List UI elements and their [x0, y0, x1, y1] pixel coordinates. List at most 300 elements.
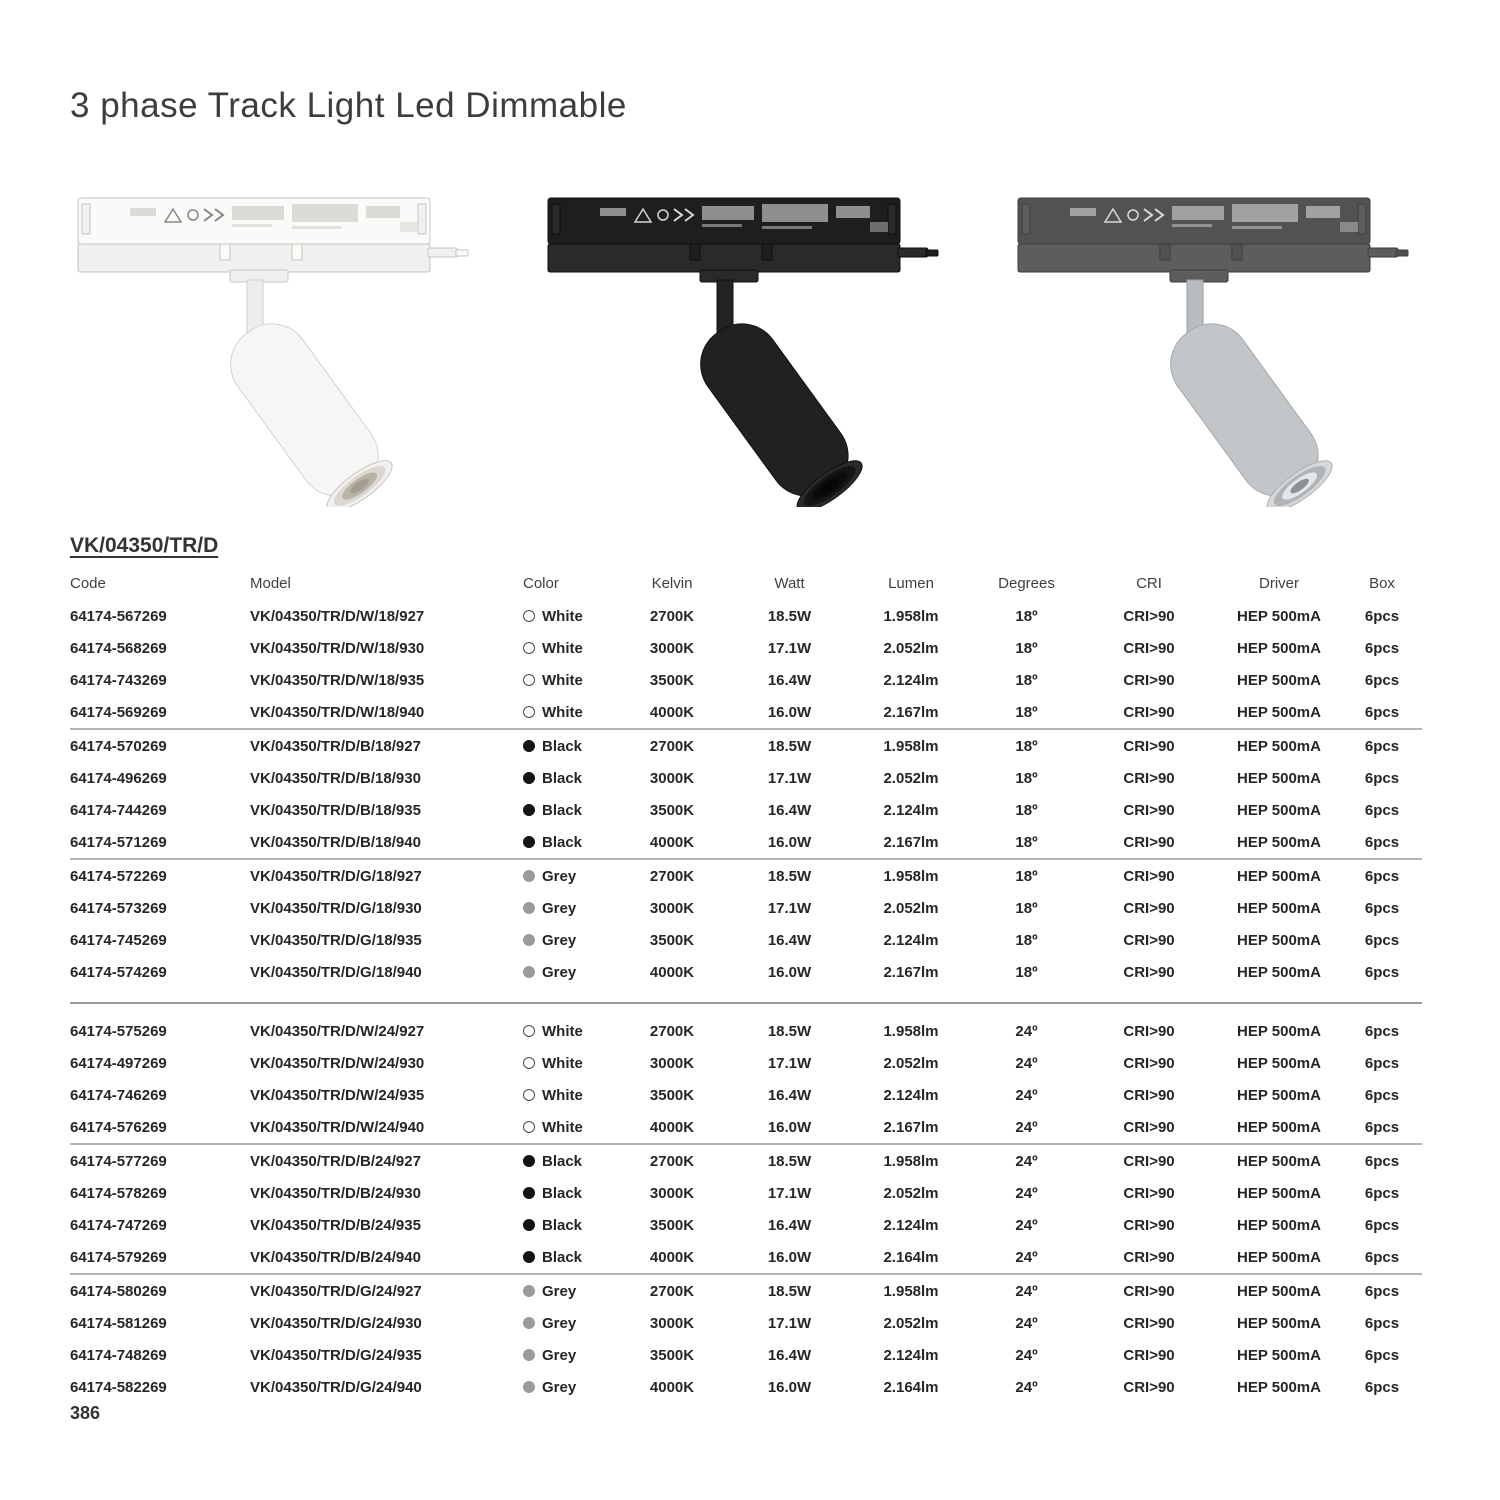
cell-degrees: 24º [1015, 1184, 1038, 1202]
cell-lumen: 2.124lm [883, 801, 939, 819]
cell-code: 64174-572269 [70, 867, 167, 885]
cell-kelvin: 3500K [649, 1216, 695, 1234]
cell-lumen: 2.167lm [883, 703, 939, 721]
cell-model: VK/04350/TR/D/B/24/935 [250, 1216, 421, 1234]
cell-degrees: 24º [1015, 1282, 1038, 1300]
cell-kelvin: 4000K [649, 703, 695, 721]
cell-color [505, 900, 616, 917]
cell-code: 64174-746269 [70, 1086, 167, 1104]
cell-model: VK/04350/TR/D/W/24/935 [250, 1086, 425, 1104]
cell-color [505, 868, 616, 885]
color-dot-white [523, 610, 535, 622]
cell-lumen: 2.167lm [883, 1118, 939, 1136]
cell-code: 64174-580269 [70, 1282, 167, 1300]
cell-cri: CRI>90 [1123, 1152, 1175, 1170]
cell-code: 64174-496269 [70, 769, 167, 787]
table-row [70, 1047, 1422, 1079]
cell-watt: 16.0W [767, 1248, 812, 1266]
cell-box: 6pcs [1364, 1054, 1400, 1072]
table-group [70, 600, 1422, 730]
cell-box: 6pcs [1364, 1346, 1400, 1364]
table-header-row [70, 566, 1422, 600]
cell-driver: HEP 500mA [1237, 1152, 1321, 1170]
cell-color [505, 640, 616, 657]
table-group [70, 730, 1422, 860]
cell-color [505, 1249, 616, 1266]
cell-box: 6pcs [1364, 1118, 1400, 1136]
table-row [70, 1209, 1422, 1241]
cell-cri: CRI>90 [1123, 1054, 1175, 1072]
table-row [70, 632, 1422, 664]
cell-model: VK/04350/TR/D/W/18/927 [250, 607, 425, 625]
cell-model: VK/04350/TR/D/G/24/930 [250, 1314, 422, 1332]
cell-degrees: 18º [1015, 931, 1038, 949]
cell-model: VK/04350/TR/D/B/18/940 [250, 833, 421, 851]
table-row [70, 1307, 1422, 1339]
cell-model: VK/04350/TR/D/B/24/930 [250, 1184, 421, 1202]
table-row [70, 696, 1422, 728]
color-label: Black [542, 1216, 583, 1234]
cell-box: 6pcs [1364, 1022, 1400, 1040]
cell-cri: CRI>90 [1123, 1022, 1175, 1040]
cell-box: 6pcs [1364, 1248, 1400, 1266]
color-dot-white [523, 1057, 535, 1069]
cell-degrees: 18º [1015, 769, 1038, 787]
color-dot-black [523, 1219, 535, 1231]
cell-degrees: 18º [1015, 963, 1038, 981]
table-group [70, 1145, 1422, 1275]
cell-watt: 18.5W [767, 607, 812, 625]
cell-kelvin: 4000K [649, 1378, 695, 1396]
cell-watt: 18.5W [767, 1282, 812, 1300]
table-row [70, 1145, 1422, 1177]
cell-driver: HEP 500mA [1237, 963, 1321, 981]
color-label: Black [542, 1184, 583, 1202]
cell-driver: HEP 500mA [1237, 1314, 1321, 1332]
table-group [70, 1015, 1422, 1145]
cell-degrees: 24º [1015, 1216, 1038, 1234]
color-label: Black [542, 737, 583, 755]
table-row [70, 1339, 1422, 1371]
cell-cri: CRI>90 [1123, 931, 1175, 949]
product-image-white [70, 182, 480, 507]
table-row [70, 860, 1422, 892]
color-dot-grey [523, 870, 535, 882]
cell-degrees: 24º [1015, 1346, 1038, 1364]
cell-kelvin: 3000K [649, 769, 695, 787]
cell-color [505, 770, 616, 787]
cell-degrees: 24º [1015, 1314, 1038, 1332]
table-group [70, 860, 1422, 988]
cell-cri: CRI>90 [1123, 801, 1175, 819]
table-row [70, 892, 1422, 924]
color-label: White [542, 703, 583, 721]
cell-kelvin: 3500K [649, 1346, 695, 1364]
cell-watt: 17.1W [767, 1314, 812, 1332]
cell-color [505, 1315, 616, 1332]
cell-kelvin: 2700K [649, 1152, 695, 1170]
cell-degrees: 24º [1015, 1378, 1038, 1396]
cell-degrees: 18º [1015, 737, 1038, 755]
cell-driver: HEP 500mA [1237, 1184, 1321, 1202]
cell-driver: HEP 500mA [1237, 931, 1321, 949]
cell-driver: HEP 500mA [1237, 1022, 1321, 1040]
cell-code: 64174-570269 [70, 737, 167, 755]
cell-driver: HEP 500mA [1237, 737, 1321, 755]
cell-color [505, 704, 616, 721]
color-dot-black [523, 1155, 535, 1167]
table-body [70, 600, 1422, 1403]
color-dot-white [523, 642, 535, 654]
cell-cri: CRI>90 [1123, 867, 1175, 885]
cell-cri: CRI>90 [1123, 1216, 1175, 1234]
cell-cri: CRI>90 [1123, 639, 1175, 657]
cell-cri: CRI>90 [1123, 769, 1175, 787]
cell-watt: 17.1W [767, 1184, 812, 1202]
cell-kelvin: 3000K [649, 639, 695, 657]
cell-cri: CRI>90 [1123, 833, 1175, 851]
cell-box: 6pcs [1364, 639, 1400, 657]
cell-lumen: 2.052lm [883, 899, 939, 917]
cell-cri: CRI>90 [1123, 737, 1175, 755]
cell-kelvin: 3000K [649, 1184, 695, 1202]
color-label: White [542, 1118, 583, 1136]
cell-driver: HEP 500mA [1237, 1216, 1321, 1234]
cell-watt: 16.4W [767, 1086, 812, 1104]
cell-lumen: 2.124lm [883, 1216, 939, 1234]
cell-color [505, 608, 616, 625]
color-label: Black [542, 801, 583, 819]
cell-model: VK/04350/TR/D/G/18/927 [250, 867, 422, 885]
color-dot-grey [523, 966, 535, 978]
color-dot-grey [523, 1317, 535, 1329]
cell-cri: CRI>90 [1123, 1184, 1175, 1202]
cell-box: 6pcs [1364, 931, 1400, 949]
cell-cri: CRI>90 [1123, 1378, 1175, 1396]
cell-kelvin: 3500K [649, 1086, 695, 1104]
cell-code: 64174-576269 [70, 1118, 167, 1136]
cell-model: VK/04350/TR/D/G/18/935 [250, 931, 422, 949]
cell-color [505, 1119, 616, 1136]
color-dot-white [523, 1025, 535, 1037]
cell-kelvin: 3000K [649, 1314, 695, 1332]
cell-model: VK/04350/TR/D/G/24/940 [250, 1378, 422, 1396]
cell-watt: 18.5W [767, 1022, 812, 1040]
cell-degrees: 18º [1015, 833, 1038, 851]
product-image-black [540, 182, 950, 507]
cell-degrees: 18º [1015, 703, 1038, 721]
cell-lumen: 2.052lm [883, 639, 939, 657]
color-label: White [542, 671, 583, 689]
cell-lumen: 2.124lm [883, 671, 939, 689]
cell-code: 64174-582269 [70, 1378, 167, 1396]
color-label: Grey [542, 1282, 577, 1300]
table-row [70, 1241, 1422, 1273]
cell-driver: HEP 500mA [1237, 867, 1321, 885]
cell-color [505, 1087, 616, 1104]
table-row [70, 1371, 1422, 1403]
cell-cri: CRI>90 [1123, 899, 1175, 917]
cell-cri: CRI>90 [1123, 671, 1175, 689]
color-label: Black [542, 833, 583, 851]
cell-watt: 16.0W [767, 1378, 812, 1396]
cell-color [505, 1153, 616, 1170]
cell-lumen: 2.124lm [883, 1086, 939, 1104]
table-row [70, 600, 1422, 632]
section-divider [70, 1002, 1422, 1004]
cell-box: 6pcs [1364, 769, 1400, 787]
cell-kelvin: 2700K [649, 1022, 695, 1040]
cell-box: 6pcs [1364, 1216, 1400, 1234]
cell-driver: HEP 500mA [1237, 801, 1321, 819]
cell-color [505, 1023, 616, 1040]
table-row [70, 1111, 1422, 1143]
color-dot-grey [523, 934, 535, 946]
product-code-heading: VK/04350/TR/D [70, 534, 219, 557]
cell-model: VK/04350/TR/D/W/24/940 [250, 1118, 425, 1136]
cell-model: VK/04350/TR/D/B/24/940 [250, 1248, 421, 1266]
cell-watt: 16.0W [767, 833, 812, 851]
cell-code: 64174-579269 [70, 1248, 167, 1266]
cell-watt: 16.0W [767, 963, 812, 981]
color-dot-black [523, 1251, 535, 1263]
cell-model: VK/04350/TR/D/G/24/935 [250, 1346, 422, 1364]
cell-code: 64174-578269 [70, 1184, 167, 1202]
color-label: Grey [542, 1314, 577, 1332]
table-row [70, 762, 1422, 794]
cell-watt: 17.1W [767, 1054, 812, 1072]
cell-degrees: 24º [1015, 1022, 1038, 1040]
cell-degrees: 18º [1015, 639, 1038, 657]
color-label: White [542, 1086, 583, 1104]
cell-driver: HEP 500mA [1237, 1346, 1321, 1364]
cell-cri: CRI>90 [1123, 1248, 1175, 1266]
color-label: Grey [542, 963, 577, 981]
color-label: White [542, 1054, 583, 1072]
cell-code: 64174-581269 [70, 1314, 167, 1332]
cell-kelvin: 3500K [649, 801, 695, 819]
color-dot-grey [523, 1349, 535, 1361]
cell-model: VK/04350/TR/D/W/18/940 [250, 703, 425, 721]
cell-model: VK/04350/TR/D/B/18/935 [250, 801, 421, 819]
cell-code: 64174-574269 [70, 963, 167, 981]
color-dot-grey [523, 1381, 535, 1393]
cell-cri: CRI>90 [1123, 607, 1175, 625]
cell-color [505, 672, 616, 689]
cell-kelvin: 3500K [649, 671, 695, 689]
cell-code: 64174-569269 [70, 703, 167, 721]
cell-color [505, 1185, 616, 1202]
cell-watt: 17.1W [767, 639, 812, 657]
cell-driver: HEP 500mA [1237, 899, 1321, 917]
table-row [70, 1015, 1422, 1047]
cell-kelvin: 3500K [649, 931, 695, 949]
cell-model: VK/04350/TR/D/W/18/930 [250, 639, 425, 657]
color-label: Grey [542, 1346, 577, 1364]
column-header-box: Box [1369, 574, 1395, 592]
color-dot-black [523, 804, 535, 816]
cell-driver: HEP 500mA [1237, 1118, 1321, 1136]
cell-color [505, 1379, 616, 1396]
cell-driver: HEP 500mA [1237, 607, 1321, 625]
cell-code: 64174-744269 [70, 801, 167, 819]
column-header-degrees: Degrees [998, 574, 1055, 592]
cell-kelvin: 3000K [649, 899, 695, 917]
cell-lumen: 1.958lm [883, 737, 939, 755]
cell-watt: 16.4W [767, 931, 812, 949]
column-header-kelvin: Kelvin [651, 574, 693, 592]
table-row [70, 924, 1422, 956]
cell-box: 6pcs [1364, 801, 1400, 819]
cell-lumen: 2.052lm [883, 769, 939, 787]
cell-lumen: 1.958lm [883, 1282, 939, 1300]
cell-model: VK/04350/TR/D/W/24/930 [250, 1054, 425, 1072]
color-dot-white [523, 1121, 535, 1133]
column-header-cri: CRI [1136, 574, 1162, 592]
cell-degrees: 24º [1015, 1248, 1038, 1266]
cell-model: VK/04350/TR/D/B/18/930 [250, 769, 421, 787]
color-label: Black [542, 769, 583, 787]
cell-model: VK/04350/TR/D/W/18/935 [250, 671, 425, 689]
cell-lumen: 2.124lm [883, 931, 939, 949]
color-dot-white [523, 674, 535, 686]
cell-code: 64174-747269 [70, 1216, 167, 1234]
page-title: 3 phase Track Light Led Dimmable [70, 86, 627, 125]
product-table [70, 566, 1422, 1403]
cell-driver: HEP 500mA [1237, 639, 1321, 657]
cell-lumen: 1.958lm [883, 1022, 939, 1040]
cell-color [505, 1283, 616, 1300]
cell-driver: HEP 500mA [1237, 1248, 1321, 1266]
cell-degrees: 24º [1015, 1086, 1038, 1104]
cell-code: 64174-567269 [70, 607, 167, 625]
cell-degrees: 24º [1015, 1054, 1038, 1072]
color-label: Black [542, 1248, 583, 1266]
cell-cri: CRI>90 [1123, 1118, 1175, 1136]
color-dot-black [523, 836, 535, 848]
column-header-watt: Watt [774, 574, 805, 592]
column-header-model: Model [250, 574, 291, 592]
cell-watt: 17.1W [767, 769, 812, 787]
cell-watt: 16.4W [767, 1346, 812, 1364]
cell-driver: HEP 500mA [1237, 833, 1321, 851]
cell-box: 6pcs [1364, 703, 1400, 721]
cell-degrees: 24º [1015, 1118, 1038, 1136]
column-header-lumen: Lumen [888, 574, 934, 592]
cell-code: 64174-575269 [70, 1022, 167, 1040]
cell-degrees: 18º [1015, 607, 1038, 625]
color-dot-grey [523, 902, 535, 914]
cell-lumen: 2.164lm [883, 1378, 939, 1396]
cell-lumen: 2.167lm [883, 833, 939, 851]
cell-watt: 18.5W [767, 737, 812, 755]
cell-code: 64174-568269 [70, 639, 167, 657]
cell-kelvin: 3000K [649, 1054, 695, 1072]
color-dot-black [523, 1187, 535, 1199]
cell-lumen: 1.958lm [883, 1152, 939, 1170]
cell-model: VK/04350/TR/D/G/18/930 [250, 899, 422, 917]
cell-degrees: 18º [1015, 899, 1038, 917]
cell-code: 64174-748269 [70, 1346, 167, 1364]
cell-driver: HEP 500mA [1237, 769, 1321, 787]
cell-code: 64174-497269 [70, 1054, 167, 1072]
cell-watt: 16.0W [767, 703, 812, 721]
cell-watt: 18.5W [767, 1152, 812, 1170]
cell-box: 6pcs [1364, 867, 1400, 885]
table-row [70, 730, 1422, 762]
cell-color [505, 738, 616, 755]
cell-cri: CRI>90 [1123, 1346, 1175, 1364]
color-dot-black [523, 740, 535, 752]
cell-cri: CRI>90 [1123, 1086, 1175, 1104]
table-row [70, 826, 1422, 858]
product-image-grey [1010, 182, 1420, 507]
cell-kelvin: 2700K [649, 737, 695, 755]
cell-box: 6pcs [1364, 607, 1400, 625]
table-row [70, 1079, 1422, 1111]
color-label: Grey [542, 867, 577, 885]
color-label: Black [542, 1152, 583, 1170]
cell-box: 6pcs [1364, 899, 1400, 917]
cell-color [505, 932, 616, 949]
color-label: Grey [542, 931, 577, 949]
color-dot-white [523, 1089, 535, 1101]
cell-watt: 16.0W [767, 1118, 812, 1136]
cell-code: 64174-743269 [70, 671, 167, 689]
cell-cri: CRI>90 [1123, 703, 1175, 721]
column-header-code: Code [70, 574, 106, 592]
table-row [70, 1177, 1422, 1209]
cell-box: 6pcs [1364, 963, 1400, 981]
product-images [70, 182, 1430, 510]
table-row [70, 794, 1422, 826]
cell-degrees: 18º [1015, 801, 1038, 819]
cell-kelvin: 2700K [649, 607, 695, 625]
cell-box: 6pcs [1364, 1184, 1400, 1202]
cell-color [505, 964, 616, 981]
color-label: White [542, 639, 583, 657]
color-label: Grey [542, 1378, 577, 1396]
cell-model: VK/04350/TR/D/W/24/927 [250, 1022, 425, 1040]
cell-driver: HEP 500mA [1237, 1282, 1321, 1300]
cell-watt: 16.4W [767, 801, 812, 819]
color-dot-black [523, 772, 535, 784]
cell-lumen: 2.167lm [883, 963, 939, 981]
cell-model: VK/04350/TR/D/G/24/927 [250, 1282, 422, 1300]
cell-box: 6pcs [1364, 1152, 1400, 1170]
cell-degrees: 24º [1015, 1152, 1038, 1170]
cell-kelvin: 4000K [649, 1118, 695, 1136]
cell-model: VK/04350/TR/D/B/24/927 [250, 1152, 421, 1170]
cell-kelvin: 4000K [649, 833, 695, 851]
cell-driver: HEP 500mA [1237, 1054, 1321, 1072]
cell-code: 64174-573269 [70, 899, 167, 917]
column-header-color: Color [523, 574, 559, 592]
cell-kelvin: 2700K [649, 1282, 695, 1300]
cell-box: 6pcs [1364, 1314, 1400, 1332]
cell-cri: CRI>90 [1123, 963, 1175, 981]
cell-degrees: 18º [1015, 867, 1038, 885]
cell-lumen: 2.052lm [883, 1054, 939, 1072]
cell-watt: 16.4W [767, 671, 812, 689]
cell-cri: CRI>90 [1123, 1282, 1175, 1300]
color-label: Grey [542, 899, 577, 917]
page-number: 386 [70, 1403, 101, 1423]
color-dot-white [523, 706, 535, 718]
cell-box: 6pcs [1364, 671, 1400, 689]
cell-box: 6pcs [1364, 833, 1400, 851]
cell-lumen: 2.164lm [883, 1248, 939, 1266]
